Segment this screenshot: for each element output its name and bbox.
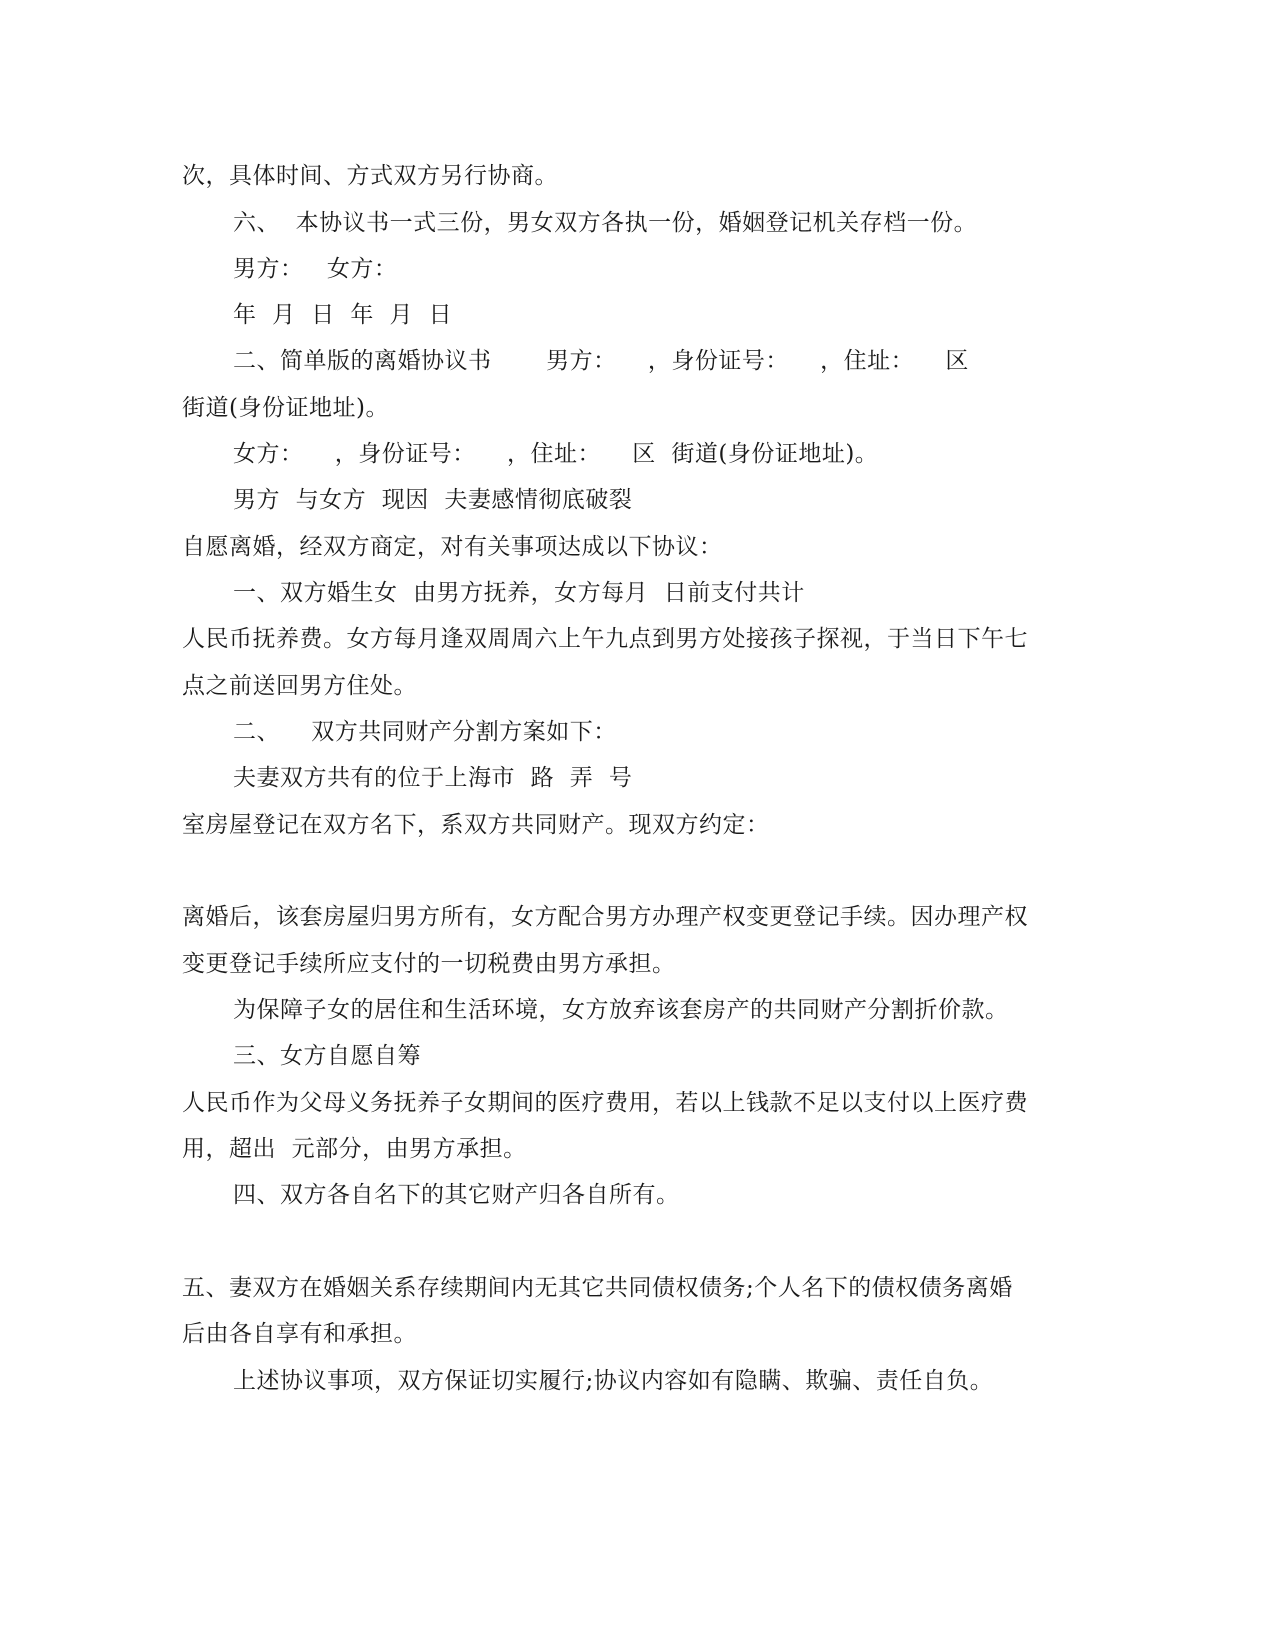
paragraph-line: 六、 本协议书一式三份，男女双方各执一份，婚姻登记机关存档一份。 [233,210,978,236]
paragraph-line: 自愿离婚，经双方商定，对有关事项达成以下协议： [182,534,723,560]
paragraph-line: 一、双方婚生女 由男方抚养，女方每月 日前支付共计 [233,580,805,606]
paragraph-line: 人民币抚养费。女方每月逢双周周六上午九点到男方处接孩子探视，于当日下午七 [182,626,1028,652]
paragraph-line: 上述协议事项，双方保证切实履行;协议内容如有隐瞒、欺骗、责任自负。 [233,1368,994,1394]
paragraph-line: 变更登记手续所应支付的一切税费由男方承担。 [182,951,676,977]
paragraph-line: 街道(身份证地址)。 [182,395,389,421]
paragraph-line: 女方： ，身份证号： ，住址： 区 街道(身份证地址)。 [233,441,879,467]
signature-line: 男方： 女方： [233,256,398,282]
paragraph-line: 次，具体时间、方式双方另行协商。 [182,163,558,189]
paragraph-line: 室房屋登记在双方名下，系双方共同财产。现双方约定： [182,812,770,838]
paragraph-line: 三、女方自愿自筹 [233,1043,421,1069]
paragraph-line: 男方 与女方 现因 夫妻感情彻底破裂 [233,487,633,513]
section-heading: 二、简单版的离婚协议书 男方： ，身份证号： ，住址： 区 [233,348,969,374]
paragraph-line: 二、 双方共同财产分割方案如下： [233,719,617,745]
paragraph-line: 夫妻双方共有的位于上海市 路 弄 号 [233,765,633,791]
paragraph-line: 五、妻双方在婚姻关系存续期间内无其它共同债权债务;个人名下的债权债务离婚 [182,1275,1013,1301]
paragraph-line: 四、双方各自名下的其它财产归各自所有。 [233,1182,680,1208]
paragraph-line: 离婚后，该套房屋归男方所有，女方配合男方办理产权变更登记手续。因办理产权 [182,904,1028,930]
paragraph-line: 后由各自享有和承担。 [182,1321,417,1347]
paragraph-line: 人民币作为父母义务抚养子女期间的医疗费用，若以上钱款不足以支付以上医疗费 [182,1090,1028,1116]
date-line: 年 月 日 年 月 日 [233,302,453,328]
paragraph-line: 点之前送回男方住处。 [182,673,417,699]
paragraph-line: 用，超出 元部分，由男方承担。 [182,1136,527,1162]
paragraph-line: 为保障子女的居住和生活环境，女方放弃该套房产的共同财产分割折价款。 [233,997,1009,1023]
